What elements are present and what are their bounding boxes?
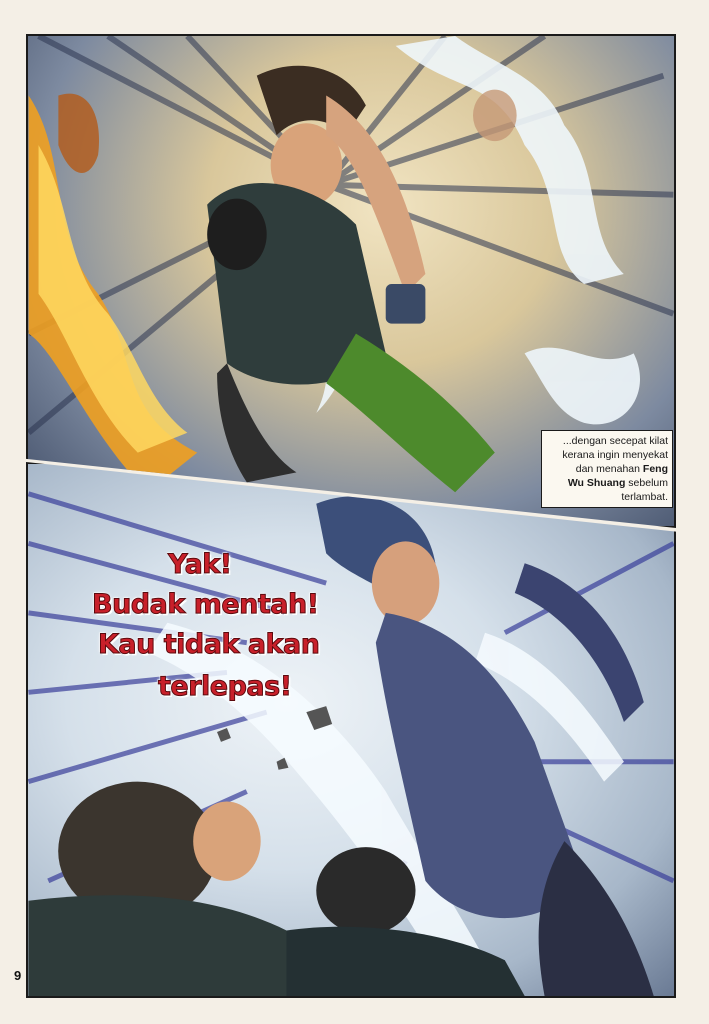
caption-line-1: ...dengan secepat kilat xyxy=(562,435,668,447)
shout-line-3: Kau tidak akan xyxy=(98,629,320,660)
page-number: 9 xyxy=(14,968,22,983)
shout-line-4: terlepas! xyxy=(158,671,292,702)
caption-name-part-1: Feng xyxy=(642,463,668,475)
shout-line-2: Budak mentah! xyxy=(92,589,319,620)
distant-fighter xyxy=(473,90,517,142)
caption-line-5: terlambat. xyxy=(621,491,668,503)
bottom-comic-panel xyxy=(26,462,676,998)
caption-line-4: sebelum xyxy=(628,477,668,489)
caption-name-part-2: Wu Shuang xyxy=(567,477,626,489)
caption-line-2: kerana ingin menyekat xyxy=(562,449,668,461)
bottom-panel-artwork xyxy=(28,464,674,996)
shout-line-1: Yak! xyxy=(168,549,232,580)
caption-line-3: dan menahan xyxy=(575,463,640,475)
narration-caption xyxy=(541,430,673,508)
